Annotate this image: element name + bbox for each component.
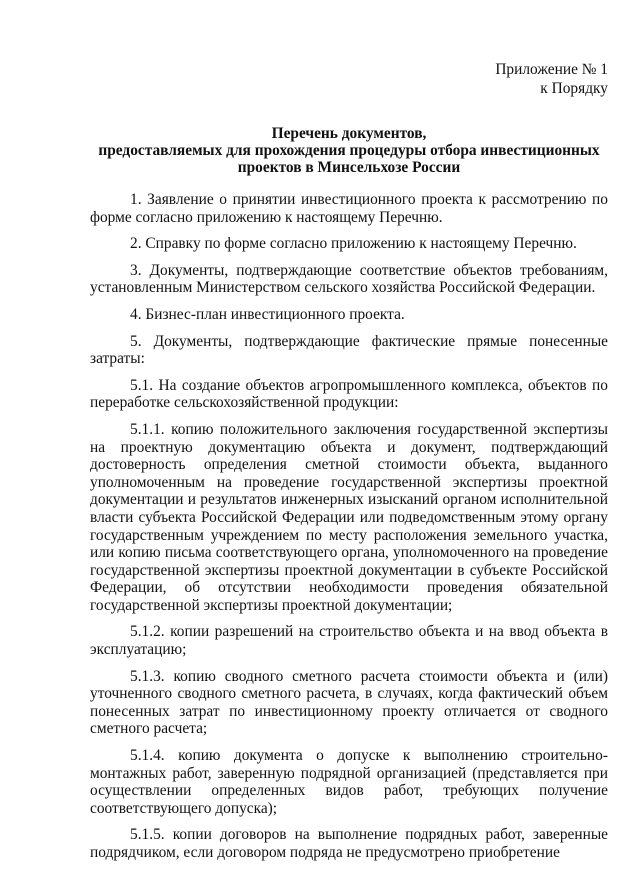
paragraph-5-1-5: 5.1.5. копии договоров на выполнение подрядных работ, заверенные подрядчиком, если договором подряда не предусмотрено приобретение [90, 826, 608, 861]
paragraph-5-1-1: 5.1.1. копию положительного заключения государственной экспертизы на проектную документацию объекта и документ, подтверждающий достоверность определения сметной стоимости объекта, выданного уполномоченным на проведение государственной экспертизы проектной документации и результатов инженерных изысканий органом исполнительной власти субъекта Российской Федерации или подведомственным этому органу государственным учреждением по месту расположения земельного участка, или копию письма соответствующего органа, уполномоченного на проведение государственной экспертизы проектной документации в субъекте Российской Федерации, об отсутствии необходимости проведения обязательной государственной экспертизы проектной документации; [90, 420, 608, 614]
title-line-3: проектов в Минсельхозе России [237, 159, 461, 176]
document-title [90, 125, 608, 176]
document-body [90, 191, 608, 871]
appendix-header [495, 60, 608, 98]
paragraph-1: 1. Заявление о принятии инвестиционного проекта к рассмотрению по форме согласно приложению к настоящему Перечню. [90, 191, 608, 226]
paragraph-2: 2. Справку по форме согласно приложению к настоящему Перечню. [130, 235, 577, 253]
paragraph-5: 5. Документы, подтверждающие фактические прямые понесенные затраты: [90, 332, 608, 368]
paragraph-3: 3. Документы, подтверждающие соответствие объектов требованиям, установленным Министерством сельского хозяйства Российской Федерации. [90, 261, 608, 297]
appendix-number: Приложение № 1 [495, 61, 608, 78]
title-line-1: Перечень документов, [271, 125, 427, 142]
appendix-reference: к Порядку [540, 80, 608, 97]
paragraph-4: 4. Бизнес-план инвестиционного проекта. [130, 305, 405, 323]
paragraph-5-1-4: 5.1.4. копию документа о допуске к выполнению строительно-монтажных работ, заверенную подрядной организацией (представляется при осуществлении определенных видов работ, требующих получение соответствующего допуска); [90, 747, 608, 817]
title-line-2: предоставляемых для прохождения процедуры отбора инвестиционных [98, 142, 600, 159]
paragraph-5-1: 5.1. На создание объектов агропромышленного комплекса, объектов по переработке сельскохозяйственной продукции: [90, 376, 608, 412]
paragraph-5-1-3: 5.1.3. копию сводного сметного расчета стоимости объекта и (или) уточненного сводного сметного расчета, в случаях, когда фактический объем понесенных затрат по инвестиционному проекту отличается от сводного сметного расчета; [90, 667, 608, 738]
paragraph-5-1-2: 5.1.2. копии разрешений на строительство объекта и на ввод объекта в эксплуатацию; [90, 623, 608, 659]
